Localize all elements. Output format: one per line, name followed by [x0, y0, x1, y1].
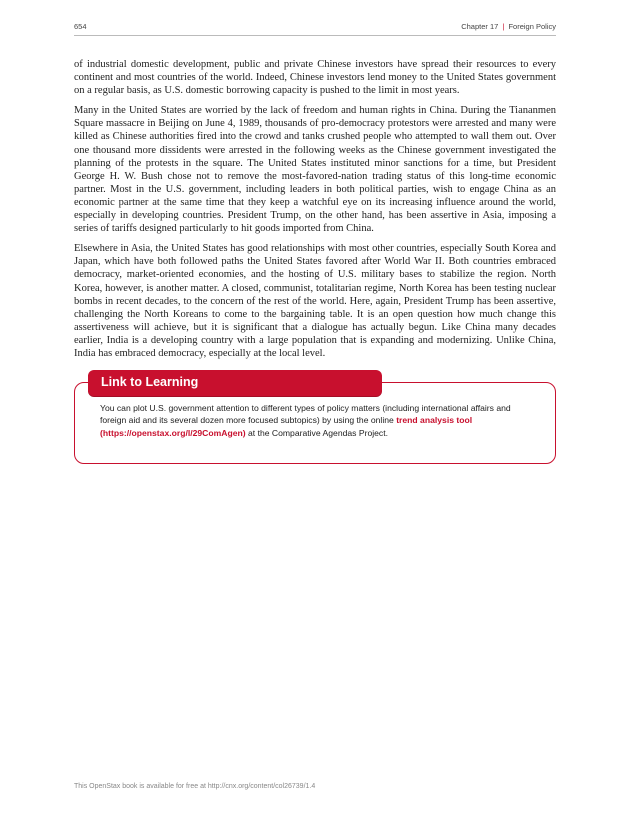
page-footer: This OpenStax book is available for free at http://cnx.org/content/col26739/1.4	[74, 783, 316, 790]
page-number: 654	[74, 22, 87, 31]
trend-analysis-link[interactable]: trend analysis tool (https://openstax.org/l/29ComAgen)	[100, 415, 473, 438]
header-rule	[74, 35, 556, 36]
callout-title-tab	[88, 370, 382, 396]
paragraph-3: Elsewhere in Asia, the United States has good relationships with most other countries, especially South Korea and Japan, which have both followed paths the United States favored after World War II. Both countries embraced democracy, market-oriented economies, and the hosting of U.S. military bases to stabilize the region. North Korea, however, is another matter. A closed, communist, totalitarian regime, North Korea has been testing nuclear bombs in recent decades, to the concern of the rest of the world. Here, again, President Trump has been assertive, challenging the North Koreans to come to the bargaining table. It is an open question how much change this assertiveness will achieve, but it is significant that a dialogue has actually begun. Like China many decades earlier, India is a developing country with a large population that is expanding and modernizing. Unlike China, India has embraced democracy, especially at the local level.	[74, 243, 556, 359]
body-content	[74, 58, 556, 478]
link-to-learning-callout	[74, 370, 556, 478]
paragraph-2: Many in the United States are worried by the lack of freedom and human rights in China. During the Tiananmen Square massacre in Beijing on June 4, 1989, thousands of pro-democracy protestors were arrested and many were killed as Chinese authorities fired into the crowd and tanks crushed people who attempted to wall them out. Over one thousand more dissidents were arrested in the following weeks as the Chinese government investigated the planning of the protests in the square. The United States instituted minor sanctions for a time, but President George H. W. Bush chose not to remove the most-favored-nation trading status of this long-time economic partner. Most in the U.S. government, including leaders in both political parties, wish to engage China as an economic partner at the same time that they keep a watchful eye on its increasing influence around the world, especially in developing countries. President Trump, on the other hand, has been assertive in Asia, imposing a series of tariffs designed particularly to hit goods imported from China.	[74, 105, 556, 235]
chapter-heading	[461, 22, 556, 31]
paragraph-1: of industrial domestic development, public and private Chinese investors have spread their resources to every continent and most countries of the world. Indeed, Chinese investors lend money to the United States government on a regular basis, as U.S. domestic borrowing capacity is pushed to the limit in most years.	[74, 59, 556, 97]
chapter-title: Foreign Policy	[508, 22, 556, 31]
callout-title: Link to Learning	[101, 375, 199, 390]
callout-text	[100, 402, 538, 439]
callout-text-before: You can plot U.S. government attention to different types of policy matters (including international affairs and foreign aid and its several dozen more focused subtopics) by using the online	[100, 403, 511, 426]
header-separator: |	[502, 22, 505, 31]
callout-text-after: at the Comparative Agendas Project.	[245, 427, 388, 438]
chapter-prefix: Chapter 17	[461, 22, 499, 31]
